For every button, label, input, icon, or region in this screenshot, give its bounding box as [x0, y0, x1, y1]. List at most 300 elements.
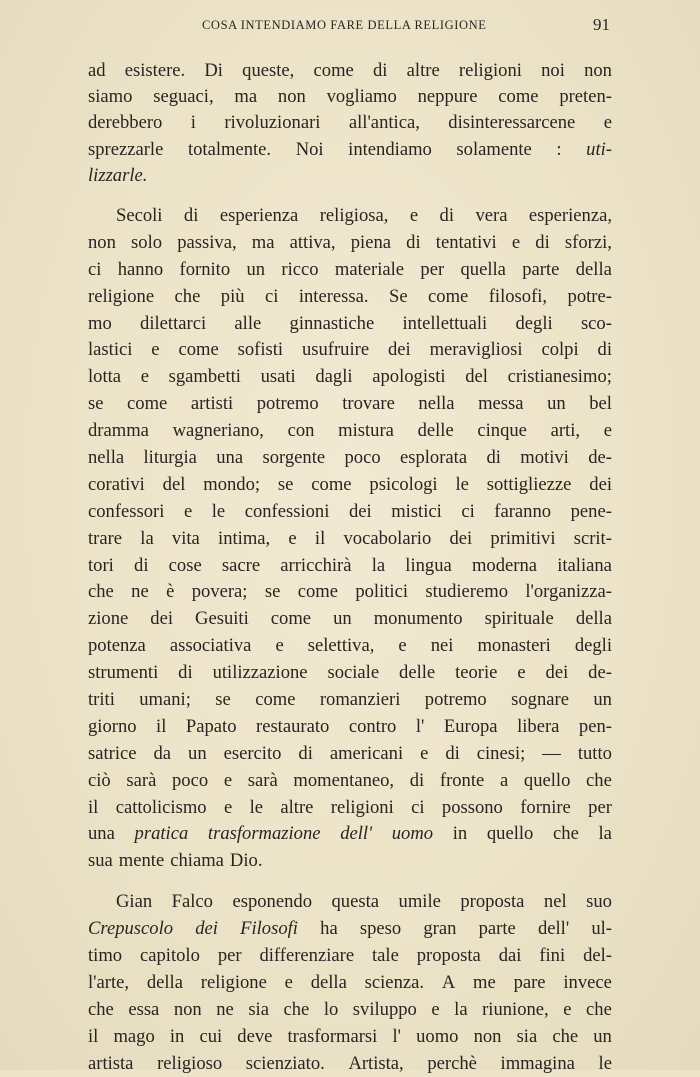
word: chiama: [170, 850, 224, 872]
word: se: [88, 393, 104, 415]
word: invece: [563, 971, 612, 993]
word: neppure: [417, 86, 478, 108]
text-line: [88, 633, 612, 660]
word: religione: [88, 285, 155, 307]
word: che: [552, 1025, 579, 1047]
word: parte: [478, 918, 516, 940]
text-line: [88, 472, 612, 499]
word: trasformarsi: [287, 1025, 378, 1047]
word: che: [174, 285, 201, 307]
word: una: [88, 823, 115, 845]
text-line: [88, 553, 612, 580]
word: arricchirà: [280, 554, 352, 576]
word: nei: [430, 635, 454, 657]
text-line: [88, 58, 612, 84]
word: non: [277, 86, 306, 108]
word: della: [146, 971, 183, 993]
word: e: [517, 662, 526, 684]
text-line: [88, 391, 612, 418]
word: cristianesimo;: [507, 366, 612, 388]
word: riunione,: [482, 998, 549, 1020]
word: come: [255, 688, 296, 710]
word: filosofi,: [488, 285, 548, 307]
word: me: [473, 971, 496, 993]
text-line: [88, 687, 612, 714]
word: un: [593, 688, 612, 710]
word: cui: [199, 1025, 223, 1047]
word: in: [169, 1025, 185, 1047]
word: proposta: [460, 891, 525, 913]
word: non: [473, 1025, 502, 1047]
word: cinesi;: [476, 742, 526, 764]
word: altre: [280, 796, 314, 818]
word: totalmente.: [187, 138, 272, 160]
text-line: [88, 163, 612, 189]
word: altre: [406, 60, 440, 81]
word: proposta: [416, 944, 481, 966]
word: dei: [387, 339, 411, 361]
word: e: [140, 366, 149, 388]
word: esplorata: [399, 446, 468, 468]
word: perchè: [427, 1052, 477, 1074]
word: e: [275, 635, 284, 657]
word: di: [178, 662, 193, 684]
word: primitivi: [490, 527, 556, 549]
word: umani;: [139, 688, 191, 710]
word: tutto: [577, 742, 612, 764]
word: immagina: [500, 1052, 575, 1074]
word: a: [499, 769, 509, 791]
word: potre-: [567, 285, 612, 307]
word: dramma: [88, 420, 149, 442]
word: e: [398, 635, 407, 657]
word: per: [217, 944, 242, 966]
word: i: [190, 112, 196, 134]
word: sarà: [126, 769, 157, 791]
text-line: [88, 110, 612, 136]
word: come: [311, 473, 352, 495]
word: e: [603, 112, 612, 134]
word: lingua: [405, 554, 452, 576]
word: un: [246, 258, 266, 280]
word: un: [547, 393, 566, 415]
word: e: [603, 420, 612, 442]
word: potremo: [424, 688, 487, 710]
word: gran: [423, 918, 457, 940]
word: l'arte,: [88, 971, 130, 993]
text-line: [88, 889, 612, 916]
paragraph: [88, 889, 612, 1077]
word: sociale: [327, 662, 380, 684]
word: corativi: [88, 473, 145, 495]
word: esercito: [223, 742, 282, 764]
word: del: [465, 366, 488, 388]
word: fornito: [179, 258, 231, 280]
word: la: [371, 554, 386, 576]
word: pratica: [134, 823, 189, 845]
text-line: [88, 284, 612, 311]
word: strumenti: [88, 662, 159, 684]
word: dei: [589, 473, 612, 495]
word: ci: [88, 258, 102, 280]
word: de-: [588, 662, 612, 684]
word: dagli: [315, 366, 353, 388]
word: non: [173, 998, 202, 1020]
word: suo: [586, 891, 612, 913]
text-line: [88, 499, 612, 526]
word: come: [428, 285, 469, 307]
word: scrit-: [573, 527, 612, 549]
page-number: 91: [593, 15, 610, 34]
word: ma: [251, 231, 275, 253]
word: utilizzazione: [212, 662, 308, 684]
word: religioni: [458, 60, 522, 81]
word: ha: [320, 918, 338, 940]
word: ginnastiche: [289, 312, 375, 334]
word: contro: [348, 715, 397, 737]
text-line: [88, 714, 612, 741]
word: sacre: [221, 554, 261, 576]
word: ricco: [281, 258, 319, 280]
text-line: [88, 660, 612, 687]
word: le: [211, 500, 226, 522]
word: intima,: [218, 527, 271, 549]
word: cinque: [477, 420, 527, 442]
word: deve: [237, 1025, 273, 1047]
word: di: [486, 446, 501, 468]
word: lastici: [88, 339, 133, 361]
word: colpi: [541, 339, 579, 361]
word: il: [314, 527, 326, 549]
paragraph-gap: [88, 189, 612, 203]
word: sarà: [247, 769, 278, 791]
word: ul-: [591, 918, 612, 940]
text-line: [88, 203, 612, 230]
word: spirituale: [484, 608, 554, 630]
word: selettiva,: [307, 635, 375, 657]
word: come: [270, 608, 312, 630]
word: le: [249, 796, 263, 818]
word: dell': [537, 918, 570, 940]
word: di: [406, 231, 421, 253]
word: dell': [340, 823, 373, 845]
word: di: [298, 742, 313, 764]
word: ne: [131, 581, 149, 603]
word: e: [288, 527, 297, 549]
word: intellettuali: [402, 312, 488, 334]
word: è: [166, 581, 175, 603]
word: noi: [541, 60, 565, 81]
word: quello: [486, 823, 534, 845]
word: religioni: [330, 796, 394, 818]
word: che: [283, 998, 310, 1020]
word: rivoluzionari: [224, 112, 321, 134]
word: confessori: [88, 500, 165, 522]
word: libera: [517, 715, 560, 737]
word: della: [575, 608, 612, 630]
word: queste,: [242, 60, 295, 81]
word: come: [498, 86, 539, 108]
word: se: [277, 473, 294, 495]
word: essa: [128, 998, 160, 1020]
word: sua: [88, 850, 113, 872]
word: materiale: [334, 258, 405, 280]
word: hanno: [117, 258, 164, 280]
word: fronte: [439, 769, 485, 791]
word: uomo: [391, 823, 434, 845]
word: —: [542, 742, 561, 764]
word: pare: [513, 971, 546, 993]
word: sorgente: [262, 446, 326, 468]
word: sgambetti: [168, 366, 241, 388]
word: nella: [418, 393, 455, 415]
word: di: [597, 339, 612, 361]
word: studieremo: [425, 581, 508, 603]
word: e: [223, 769, 233, 791]
word: religioso: [157, 1052, 223, 1074]
word: non: [88, 231, 116, 253]
word: che: [553, 823, 579, 845]
word: Falco: [171, 891, 213, 913]
word: esponendo: [232, 891, 312, 913]
word: alle: [234, 312, 262, 334]
text-line: [88, 997, 612, 1024]
word: scienza.: [364, 971, 425, 993]
text-line: [88, 1051, 612, 1077]
word: potenza: [88, 635, 146, 657]
word: di: [439, 204, 455, 226]
word: derebbero: [88, 112, 163, 134]
word: Gian: [116, 891, 153, 913]
word: restaurato: [256, 715, 330, 737]
word: giorno: [88, 715, 137, 737]
word: sofisti: [237, 339, 284, 361]
word: non: [584, 60, 612, 81]
word: preten-: [559, 86, 612, 108]
text-line: [88, 741, 612, 768]
word: associativa: [169, 635, 252, 657]
word: momentaneo,: [293, 769, 395, 791]
word: come: [127, 393, 168, 415]
word: monasteri: [477, 635, 551, 657]
text-line: [88, 257, 612, 284]
running-head: COSA INTENDIAMO FARE DELLA RELIGIONE: [202, 18, 487, 32]
word: all'antica,: [348, 112, 420, 134]
word: e: [431, 998, 440, 1020]
word: psicologi: [369, 473, 438, 495]
word: :: [556, 138, 562, 160]
word: quella: [460, 258, 506, 280]
word: triti: [88, 688, 115, 710]
word: passiva,: [177, 231, 237, 253]
word: solo: [131, 231, 163, 253]
word: Europa: [443, 715, 498, 737]
word: questa: [331, 891, 380, 913]
word: delle: [399, 662, 436, 684]
word: di: [445, 742, 460, 764]
word: piena: [350, 231, 391, 253]
word: Papato: [185, 715, 237, 737]
word: zione: [88, 608, 129, 630]
word: ci: [461, 500, 475, 522]
word: parte: [522, 258, 560, 280]
word: fornire: [520, 796, 571, 818]
word: come: [313, 60, 354, 81]
word: Se: [388, 285, 408, 307]
text-line: [88, 848, 612, 875]
word: e: [511, 231, 521, 253]
word: poco: [172, 769, 209, 791]
word: poco: [344, 446, 381, 468]
word: attiva,: [289, 231, 336, 253]
word: religione: [200, 971, 267, 993]
word: dei: [195, 918, 218, 940]
word: siamo: [88, 86, 133, 108]
word: solamente: [456, 138, 532, 160]
word: delle: [417, 420, 454, 442]
word: Crepuscolo: [88, 918, 174, 940]
word: capitolo: [140, 944, 200, 966]
word: differenziare: [259, 944, 355, 966]
word: ne: [216, 998, 234, 1020]
word: mistura: [338, 420, 394, 442]
word: ad: [88, 60, 106, 81]
word: politici: [355, 581, 409, 603]
word: un: [188, 742, 207, 764]
word: nella: [88, 446, 125, 468]
word: vita: [171, 527, 200, 549]
text-line: [88, 916, 612, 943]
text-line: [88, 364, 612, 391]
word: dei: [449, 527, 473, 549]
text-line: [88, 337, 612, 364]
word: esperienza: [219, 204, 299, 226]
word: A: [441, 971, 456, 993]
word: liturgia: [143, 446, 197, 468]
word: speso: [359, 918, 402, 940]
text-line: [88, 445, 612, 472]
word: come: [178, 339, 219, 361]
word: l': [392, 1025, 401, 1047]
word: lotta: [88, 366, 122, 388]
word: in: [452, 823, 468, 845]
text-line: [88, 230, 612, 257]
word: il: [156, 715, 167, 737]
word: una: [216, 446, 244, 468]
word: degli: [574, 635, 612, 657]
word: mente: [118, 850, 165, 872]
word: satrice: [88, 742, 137, 764]
word: mondo;: [203, 473, 261, 495]
word: mo: [88, 312, 112, 334]
word: Dio.: [229, 850, 263, 872]
word: quello: [523, 769, 571, 791]
word: del-: [583, 944, 612, 966]
word: l': [415, 715, 425, 737]
word: degli: [515, 312, 553, 334]
word: come: [297, 581, 338, 603]
word: che: [88, 998, 114, 1020]
word: per: [420, 258, 445, 280]
word: da: [153, 742, 172, 764]
text-line: [88, 970, 612, 997]
text-line: [88, 84, 612, 110]
word: vocabolario: [343, 527, 432, 549]
word: con: [287, 420, 315, 442]
word: disinteressarcene: [448, 112, 576, 134]
word: wagneriano,: [172, 420, 264, 442]
word: esistere.: [124, 60, 186, 81]
word: monumento: [373, 608, 463, 630]
text-line: [88, 418, 612, 445]
word: teorie: [455, 662, 498, 684]
body-text: [88, 58, 612, 1077]
word: ci: [411, 796, 425, 818]
word: cattolicismo: [115, 796, 207, 818]
word: un: [593, 1025, 612, 1047]
word: la: [454, 998, 468, 1020]
word: americani: [329, 742, 404, 764]
word: bel: [589, 393, 612, 415]
word: il: [88, 1025, 99, 1047]
word: vera: [475, 204, 508, 226]
word: di: [535, 231, 550, 253]
word: trasformazione: [207, 823, 321, 845]
word: umile: [398, 891, 441, 913]
word: esperienza,: [528, 204, 612, 226]
word: dai: [498, 944, 522, 966]
word: Noi: [295, 138, 324, 160]
word: le: [598, 1052, 612, 1074]
word: e: [223, 796, 233, 818]
word: sforzi,: [564, 231, 612, 253]
word: povera;: [191, 581, 248, 603]
word: interessa.: [298, 285, 369, 307]
word: pen-: [578, 715, 612, 737]
word: e: [151, 339, 160, 361]
text-line: [88, 526, 612, 553]
word: seguaci,: [153, 86, 214, 108]
word: e: [420, 742, 429, 764]
page-header: [90, 15, 610, 38]
word: se: [215, 688, 231, 710]
text-line: [88, 943, 612, 970]
word: dei: [150, 608, 174, 630]
word: pene-: [570, 500, 612, 522]
paragraph: [88, 58, 612, 189]
word: il: [88, 796, 99, 818]
word: nel: [543, 891, 567, 913]
word: timo: [88, 944, 123, 966]
word: vogliamo: [326, 86, 397, 108]
word: la: [598, 823, 612, 845]
word: sottigliezze: [486, 473, 572, 495]
word: e: [563, 998, 572, 1020]
word: sia: [516, 1025, 538, 1047]
word: faranno: [494, 500, 552, 522]
word: di: [134, 554, 149, 576]
word: usufruire: [301, 339, 370, 361]
word: del: [162, 473, 186, 495]
word: cose: [168, 554, 202, 576]
text-line: [88, 311, 612, 338]
word: italiana: [557, 554, 612, 576]
word: trare: [88, 527, 123, 549]
word: motivi: [520, 446, 569, 468]
word: e: [284, 971, 293, 993]
word: della: [575, 258, 612, 280]
word: fini: [539, 944, 566, 966]
